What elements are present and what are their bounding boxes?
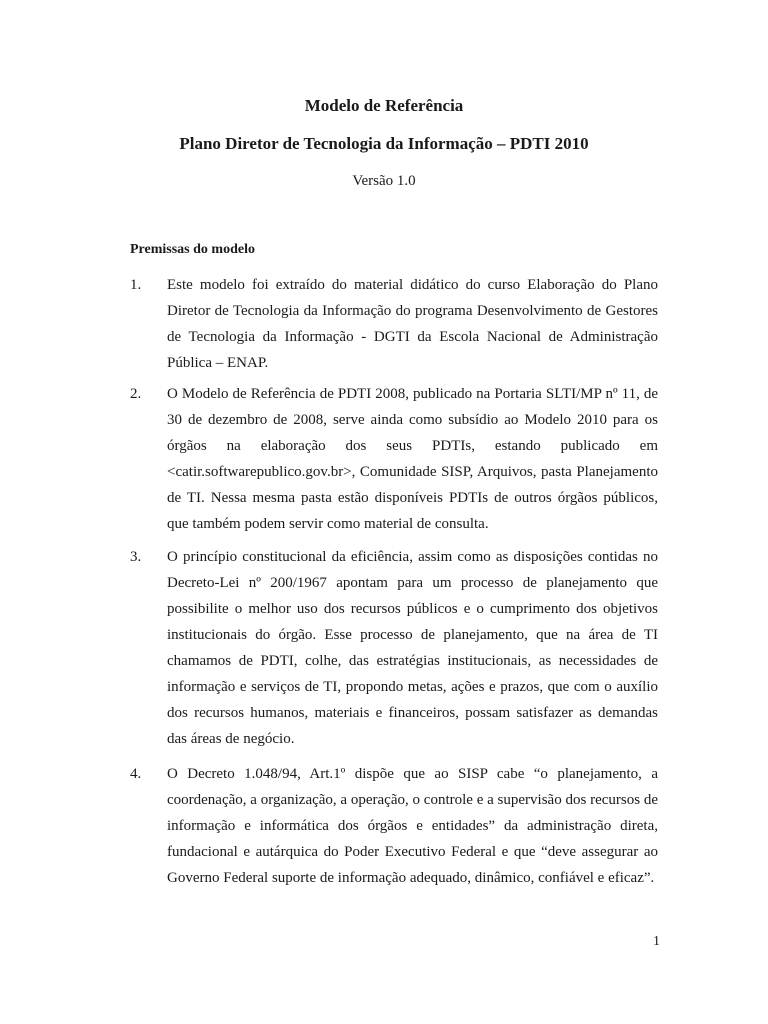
section-heading: Premissas do modelo xyxy=(130,242,255,257)
list-item-text: O Modelo de Referência de PDTI 2008, publicado na Portaria SLTI/MP nº 11, de 30 de dezembro de 2008, serve ainda como subsídio ao Modelo 2010 para os órgãos na elaboração dos seus PDTIs, estando publicado em <catir.softwarepublico.gov.br>, Comunidade SISP, Arquivos, pasta Planejamento de TI. Nessa mesma pasta estão disponíveis PDTIs de outros órgãos públicos, que também podem servir como material de consulta. xyxy=(167,386,658,532)
list-item-number: 3. xyxy=(130,549,142,565)
document-subtitle: Plano Diretor de Tecnologia da Informação – PDTI 2010 xyxy=(179,134,589,153)
list-item-number: 1. xyxy=(130,277,142,293)
list-item-text: O Decreto 1.048/94, Art.1º dispõe que ao SISP cabe “o planejamento, a coordenação, a organização, a operação, o controle e a supervisão dos recursos de informação e informática dos órgãos e entidades” da administração direta, fundacional e autárquica do Poder Executivo Federal e que “deve assegurar ao Governo Federal suporte de informação adequado, dinâmico, confiável e eficaz”. xyxy=(167,766,658,886)
list-item-number: 4. xyxy=(130,766,142,782)
list-item-text: Este modelo foi extraído do material didático do curso Elaboração do Plano Diretor de Tecnologia da Informação do programa Desenvolvimento de Gestores de Tecnologia da Informação - DGTI da Escola Nacional de Administração Pública – ENAP. xyxy=(167,277,658,371)
list-item-number: 2. xyxy=(130,386,142,402)
list-item-text: O princípio constitucional da eficiência, assim como as disposições contidas no Decreto-Lei nº 200/1967 apontam para um processo de planejamento que possibilite o melhor uso dos recursos públicos e o cumprimento dos objetivos institucionais do órgão. Esse processo de planejamento, que na área de TI chamamos de PDTI, colhe, das estratégias institucionais, as necessidades de informação e serviços de TI, propondo metas, ações e prazos, que com o auxílio dos recursos humanos, materiais e financeiros, possam satisfazer as demandas das áreas de negócio. xyxy=(167,549,658,747)
document-title: Modelo de Referência xyxy=(304,96,464,115)
page-number: 1 xyxy=(653,934,660,949)
document-version: Versão 1.0 xyxy=(352,173,416,189)
